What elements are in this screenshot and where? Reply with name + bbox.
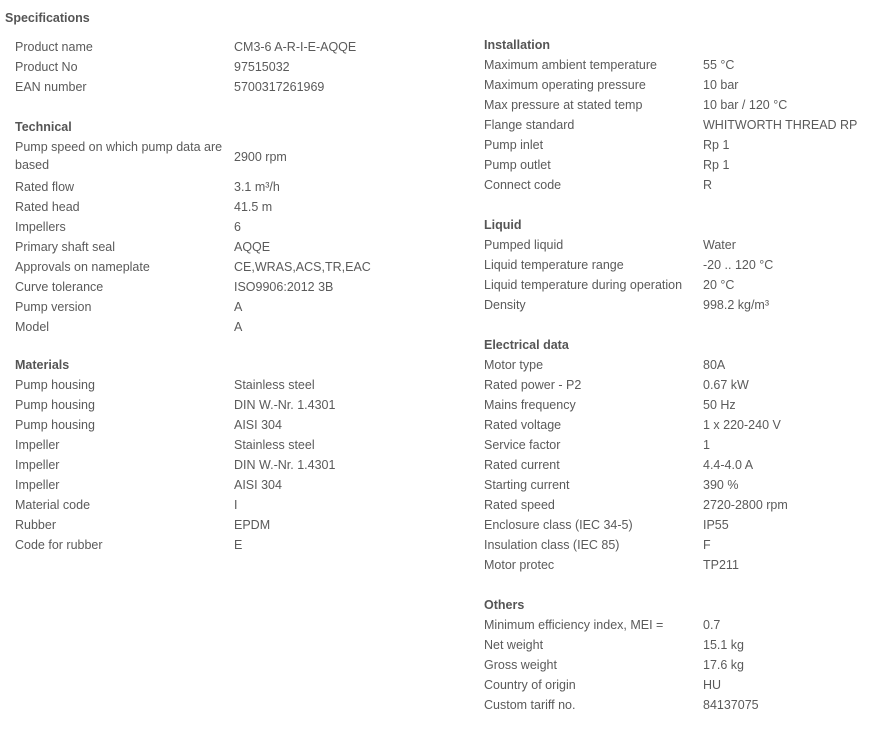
spec-label: Max pressure at stated temp (484, 98, 643, 112)
spec-value: 998.2 kg/m³ (703, 298, 770, 312)
spec-row (15, 415, 335, 435)
spec-value: Rp 1 (703, 158, 730, 172)
spec-row (484, 395, 788, 415)
spec-label: Impellers (15, 220, 66, 234)
spec-row (15, 257, 371, 277)
spec-value: DIN W.-Nr. 1.4301 (234, 398, 336, 412)
section-heading-materials: Materials (15, 358, 70, 372)
spec-label: Pump speed on which pump data are based (15, 140, 223, 172)
spec-label: Pump inlet (484, 138, 544, 152)
spec-row (484, 635, 759, 655)
spec-value: HU (703, 678, 722, 692)
spec-value: 17.6 kg (703, 658, 745, 672)
spec-label: Starting current (484, 478, 570, 492)
spec-value: 1 x 220-240 V (703, 418, 781, 432)
spec-label: Custom tariff no. (484, 698, 576, 712)
spec-value: Stainless steel (234, 438, 315, 452)
spec-value: -20 .. 120 °C (703, 258, 774, 272)
spec-value: Water (703, 238, 736, 252)
spec-value: 0.67 kW (703, 378, 749, 392)
spec-row (15, 395, 335, 415)
spec-value: 2900 rpm (234, 150, 287, 164)
spec-row (484, 375, 788, 395)
spec-label: Impeller (15, 458, 60, 472)
spec-value: 0.7 (703, 618, 721, 632)
spec-row (484, 675, 759, 695)
spec-label: EAN number (15, 80, 87, 94)
spec-value: 2720-2800 rpm (703, 498, 788, 512)
spec-value: TP211 (703, 558, 739, 572)
spec-label: Motor type (484, 358, 544, 372)
spec-label: Motor protec (484, 558, 555, 572)
spec-row (15, 77, 356, 97)
spec-value: Rp 1 (703, 138, 730, 152)
spec-row (484, 55, 857, 75)
spec-value: IP55 (703, 518, 729, 532)
spec-value: 390 % (703, 478, 739, 492)
spec-row (484, 255, 773, 275)
spec-label: Impeller (15, 438, 60, 452)
spec-row (484, 235, 773, 255)
spec-value: WHITWORTH THREAD RP (703, 118, 858, 132)
spec-value: 97515032 (234, 60, 290, 74)
electrical-section (484, 335, 788, 575)
spec-row (15, 197, 371, 217)
spec-label: Approvals on nameplate (15, 260, 150, 274)
spec-label: Net weight (484, 638, 544, 652)
spec-label: Maximum ambient temperature (484, 58, 657, 72)
technical-rows (15, 177, 371, 337)
materials-rows (15, 375, 335, 555)
liquid-section (484, 215, 773, 315)
spec-label: Product name (15, 40, 93, 54)
spec-label: Code for rubber (15, 538, 103, 552)
spec-label: Rated flow (15, 180, 75, 194)
spec-value: 1 (703, 438, 710, 452)
spec-row (484, 175, 857, 195)
spec-value: 4.4-4.0 A (703, 458, 754, 472)
spec-value: 55 °C (703, 58, 735, 72)
spec-value: I (234, 498, 238, 512)
spec-value: EPDM (234, 518, 271, 532)
spec-row (15, 317, 371, 337)
spec-label: Rated voltage (484, 418, 562, 432)
spec-row (484, 135, 857, 155)
section-heading-technical: Technical (15, 120, 72, 134)
spec-label: Minimum efficiency index, MEI = (484, 618, 664, 632)
spec-label: Insulation class (IEC 85) (484, 538, 620, 552)
spec-label: Rubber (15, 518, 56, 532)
spec-row-pump-speed (15, 137, 371, 177)
spec-value: 41.5 m (234, 200, 273, 214)
spec-value: 50 Hz (703, 398, 736, 412)
page-title: Specifications (5, 11, 90, 25)
spec-label: Flange standard (484, 118, 575, 132)
spec-row (15, 435, 335, 455)
section-heading-installation: Installation (484, 38, 550, 52)
spec-label: Liquid temperature range (484, 258, 624, 272)
spec-value: F (703, 538, 711, 552)
spec-value: 20 °C (703, 278, 735, 292)
spec-value: Stainless steel (234, 378, 315, 392)
spec-label: Impeller (15, 478, 60, 492)
spec-value: 15.1 kg (703, 638, 745, 652)
spec-row (484, 115, 857, 135)
spec-row (15, 515, 335, 535)
installation-section (484, 35, 857, 195)
spec-row (15, 375, 335, 395)
spec-value: 84137075 (703, 698, 759, 712)
spec-value: 3.1 m³/h (234, 180, 280, 194)
spec-value: AQQE (234, 240, 271, 254)
spec-row (484, 295, 773, 315)
spec-row (484, 495, 788, 515)
spec-value: E (234, 538, 243, 552)
spec-row (15, 297, 371, 317)
spec-row (484, 655, 759, 675)
others-rows (484, 615, 759, 715)
spec-row (15, 455, 335, 475)
spec-label: Rated power - P2 (484, 378, 582, 392)
spec-label: Rated speed (484, 498, 555, 512)
spec-row (484, 75, 857, 95)
spec-row (484, 95, 857, 115)
spec-value: AISI 304 (234, 418, 282, 432)
others-section (484, 595, 759, 715)
spec-row (484, 155, 857, 175)
spec-row (484, 555, 788, 575)
spec-value: CM3-6 A-R-I-E-AQQE (234, 40, 357, 54)
installation-rows (484, 55, 857, 195)
spec-label: Connect code (484, 178, 562, 192)
spec-row (484, 435, 788, 455)
spec-value: 5700317261969 (234, 80, 325, 94)
spec-row (484, 415, 788, 435)
liquid-rows (484, 235, 773, 315)
spec-row (15, 37, 356, 57)
spec-value: AISI 304 (234, 478, 282, 492)
spec-row (15, 277, 371, 297)
materials-section (15, 355, 335, 555)
spec-label: Rated head (15, 200, 80, 214)
technical-section (15, 117, 371, 337)
spec-label: Pump version (15, 300, 92, 314)
electrical-rows (484, 355, 788, 575)
spec-label: Pump housing (15, 398, 95, 412)
spec-row (484, 355, 788, 375)
spec-value: 80A (703, 358, 726, 372)
spec-label: Primary shaft seal (15, 240, 116, 254)
spec-label: Curve tolerance (15, 280, 104, 294)
spec-label: Product No (15, 60, 78, 74)
spec-value: ISO9906:2012 3B (234, 280, 334, 294)
spec-label: Gross weight (484, 658, 557, 672)
spec-row (484, 515, 788, 535)
spec-row (15, 57, 356, 77)
spec-row (15, 535, 335, 555)
spec-label: Maximum operating pressure (484, 78, 646, 92)
spec-label: Service factor (484, 438, 561, 452)
spec-value: DIN W.-Nr. 1.4301 (234, 458, 336, 472)
section-heading-liquid: Liquid (484, 218, 522, 232)
spec-row (484, 535, 788, 555)
spec-label: Pump housing (15, 378, 95, 392)
spec-row (15, 495, 335, 515)
spec-label: Material code (15, 498, 91, 512)
spec-label: Liquid temperature during operation (484, 278, 683, 292)
spec-label: Pump housing (15, 418, 95, 432)
spec-row (15, 217, 371, 237)
spec-row (15, 475, 335, 495)
spec-row (484, 475, 788, 495)
spec-value: A (234, 320, 243, 334)
section-heading-electrical: Electrical data (484, 338, 569, 352)
spec-label: Rated current (484, 458, 560, 472)
spec-value: 10 bar / 120 °C (703, 98, 788, 112)
spec-label: Density (484, 298, 526, 312)
section-heading-others: Others (484, 598, 525, 612)
spec-label: Country of origin (484, 678, 576, 692)
spec-value: CE,WRAS,ACS,TR,EAC (234, 260, 371, 274)
spec-value: A (234, 300, 243, 314)
general-section (15, 37, 356, 97)
spec-label: Mains frequency (484, 398, 576, 412)
spec-label: Enclosure class (IEC 34-5) (484, 518, 633, 532)
spec-label: Model (15, 320, 50, 334)
spec-row (484, 455, 788, 475)
spec-label: Pumped liquid (484, 238, 564, 252)
spec-value: R (703, 178, 713, 192)
spec-value: 6 (234, 220, 241, 234)
spec-row (484, 695, 759, 715)
spec-row (15, 177, 371, 197)
spec-row (15, 237, 371, 257)
spec-label: Pump outlet (484, 158, 551, 172)
spec-value: 10 bar (703, 78, 739, 92)
spec-row (484, 615, 759, 635)
spec-row (484, 275, 773, 295)
